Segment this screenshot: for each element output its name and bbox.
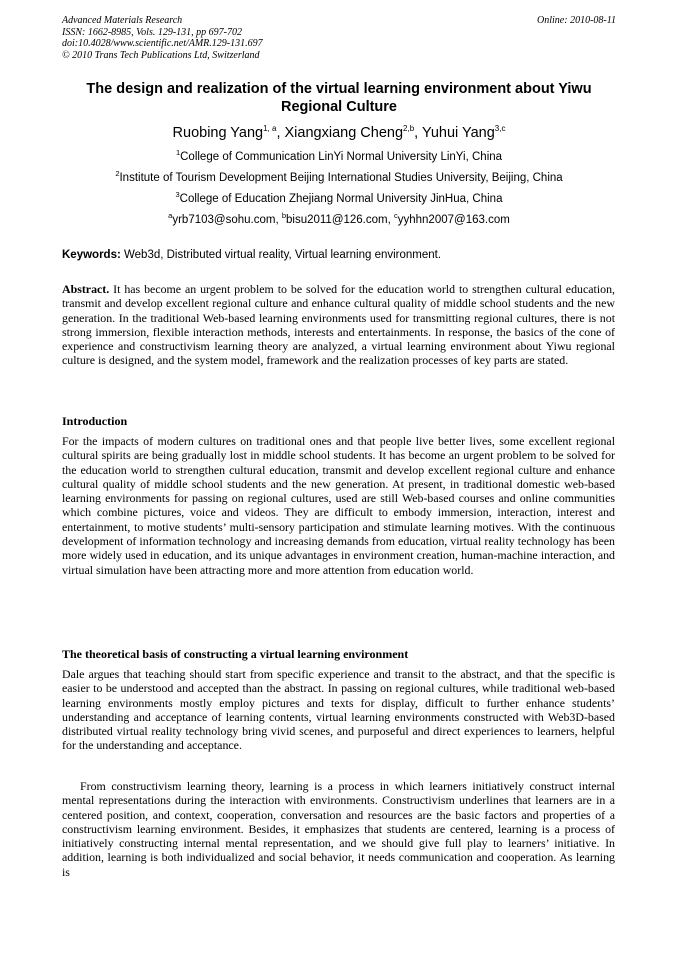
- keywords-label: Keywords:: [62, 249, 121, 261]
- section-heading-introduction: Introduction: [62, 414, 128, 428]
- email-superscript: c: [394, 211, 398, 221]
- journal-header: [62, 15, 616, 61]
- section-heading-theory: The theoretical basis of constructing a virtual learning environment: [62, 647, 409, 661]
- online-date: Online: 2010-08-11: [537, 15, 616, 26]
- affiliation-superscript: 1: [175, 148, 181, 158]
- journal-name: Advanced Materials Research: [62, 15, 183, 26]
- paper-title: The design and realization of the virtual learning environment about Yiwu Regional Culture: [86, 81, 592, 115]
- affiliation-text: College of Communication LinYi Normal University LinYi, China: [180, 151, 503, 163]
- author-separator: ,: [414, 125, 422, 141]
- email-separator: ,: [275, 214, 282, 226]
- issn-line: ISSN: 1662-8985, Vols. 129-131, pp 697-702: [62, 26, 242, 38]
- author-name: Yuhui Yang: [421, 125, 495, 141]
- affiliation-text: College of Education Zhejiang Normal University JinHua, China: [179, 193, 503, 205]
- keywords-line: [62, 248, 616, 262]
- email-address: bisu2011@126.com: [286, 214, 388, 226]
- email-separator: ,: [387, 214, 394, 226]
- email-line: [62, 213, 616, 227]
- email-address: yrb7103@sohu.com: [172, 214, 276, 226]
- email-address: yyhhn2007@163.com: [397, 214, 510, 226]
- affiliation: [62, 150, 616, 164]
- author-name: Xiangxiang Cheng: [284, 125, 404, 141]
- keywords-text: Web3d, Distributed virtual reality, Virtual learning environment.: [124, 249, 442, 261]
- email-superscript: b: [281, 211, 286, 221]
- affiliation: [62, 192, 616, 206]
- affiliation-text: Institute of Tourism Development Beijing International Studies University, Beijing, China: [119, 172, 563, 184]
- affiliation-superscript: 2: [115, 169, 120, 179]
- abstract-label: Abstract.: [62, 282, 110, 296]
- author-line: [62, 123, 616, 143]
- introduction-paragraph: For the impacts of modern cultures on traditional ones and that people live better lives, some excellent regional cultural spirits are being gradually lost in middle school students. It has become an urgent problem to be solved for the education world to strengthen cultural education, transmit and develop excellent regional culture and enhance cultural quality of middle school students and the new generation. At present, in traditional domestic web-based learning environments for passing on regional cultures, used are still Web-based courses and online communities which combine pictures, voice and videos. They are difficult to embody immersion, interaction, interest and entertainment, to motive students’ multi-sensory participation and stimulate learning motives. With the continuous development of information technology and increasing demands from education, virtual reality technology has been more widely used in education, and its unique advantages in environment creation, human-machine interaction, and virtual simulation have been attracting more and more attention from education world.: [62, 434, 615, 577]
- affiliation: [62, 171, 616, 185]
- author-name: Ruobing Yang: [172, 125, 264, 141]
- abstract-paragraph: [62, 282, 615, 368]
- theory-paragraph-2: From constructivism learning theory, learning is a process in which learners initiatively construct internal mental representations during the interaction with environments. Constructivism underlines that learners are in a centered position, and context, cooperation, conversation and resources are the basic factors and properties of a constructivism learning environment. Besides, it emphasizes that students are centered, learning is a process of initiatively constructing internal mental representation, and we should give full play to learners’ initiative. In addition, learning is both individualized and social behavior, it needs communication and cooperation. As learning is: [62, 779, 615, 879]
- author-superscript: 1, a: [263, 124, 277, 134]
- affiliation-superscript: 3: [175, 190, 180, 200]
- author-superscript: 3,c: [494, 124, 506, 134]
- abstract-text: It has become an urgent problem to be solved for the education world to strengthen cultural education, transmit and develop excellent regional culture and enhance cultural quality of middle school students and the new generation. In the traditional Web-based learning environments used for transmitting regional cultures, there is not strong immersion, flexible interaction methods, interests and entertainments. In response, the basics of the cone of experience and constructivism learning theory are analyzed, a virtual learning environment about Yiwu regional culture is designed, and the system model, framework and the realization processes of key parts are stated.: [62, 282, 615, 368]
- copyright-line: © 2010 Trans Tech Publications Ltd, Switzerland: [62, 49, 260, 61]
- author-separator: ,: [276, 125, 285, 141]
- theory-paragraph-1: Dale argues that teaching should start from specific experience and transit to the abstract, and that the specific is easier to be understood and accepted than the abstract. In passing on regional cultures, while traditional web-based learning environments mostly employ pictures and texts for display, difficult to further enhance students’ understanding and acceptance of learning contents, virtual learning environments constructed with Web3D-based distributed virtual reality technology bring vivid scenes, and purposeful and direct experiences to learners, helpful for the understanding and acceptance.: [62, 667, 615, 753]
- email-superscript: a: [168, 211, 173, 221]
- doi-line: doi:10.4028/www.scientific.net/AMR.129-131.697: [62, 38, 263, 49]
- author-superscript: 2,b: [403, 124, 415, 134]
